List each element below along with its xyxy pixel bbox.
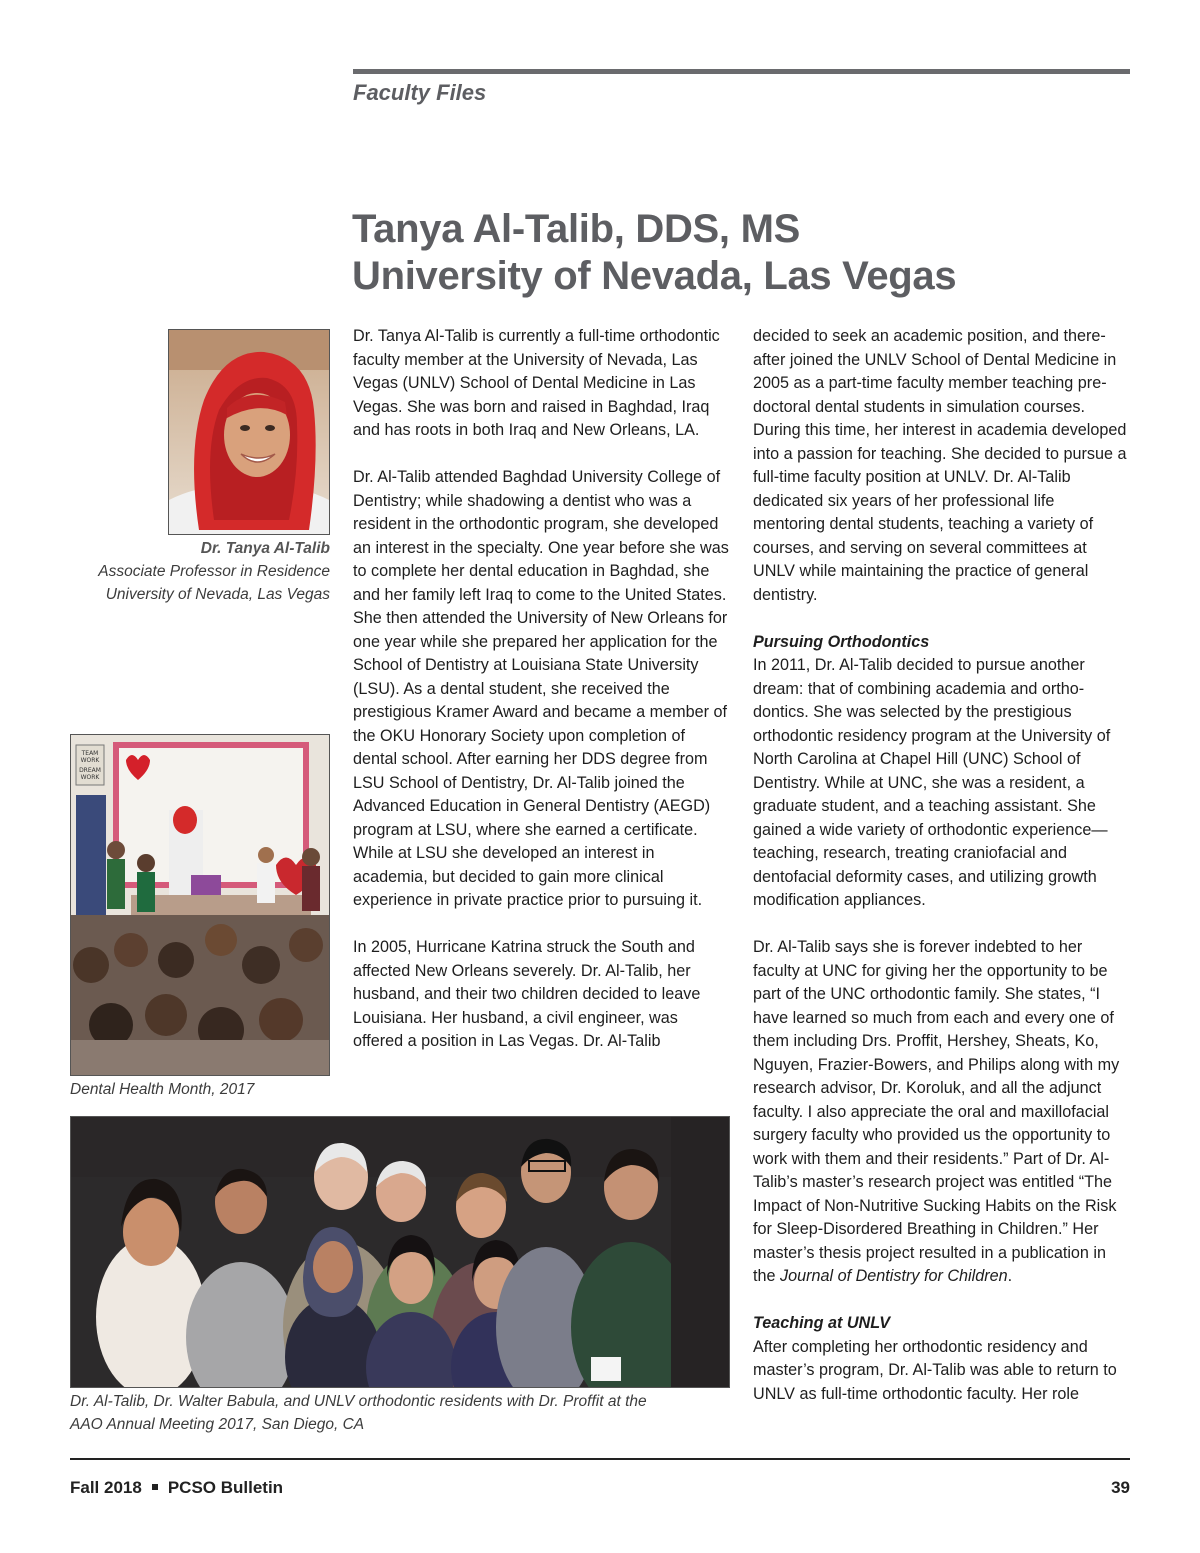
group-caption-line2: AAO Annual Meeting 2017, San Diego, CA xyxy=(70,1416,365,1433)
body-column-1 xyxy=(353,325,729,1077)
journal-title: Journal of Dentistry for Children xyxy=(780,1267,1008,1285)
page-number: 39 xyxy=(1111,1478,1130,1497)
poster-line-3: DREAM xyxy=(79,767,101,774)
poster-line-4: WORK xyxy=(80,774,100,781)
footer-issue xyxy=(70,1478,283,1498)
col2-paragraph-3 xyxy=(753,936,1130,1289)
portrait-photo xyxy=(168,329,330,535)
col2-paragraph-3-text: Dr. Al-Talib says she is forever indebted to her faculty at UNC for giving her the opportunity to be part of the UNC orthodontic family. She states, “I have learned so much from each and every one of them including Drs. Proffit, Hershey, Sheats, Ko, Nguyen, Frazier-Bowers, and Philips along with my research advisor, Dr. Koroluk, and all the adjunct faculty. I also appreciate the oral and maxillofacial surgery faculty who provided us the opportunity to work with them and their residents.” Part of Dr. Al-Talib’s master’s research project was entitled “The Impact of Non-Nutritive Sucking Habits on the Risk for Sleep-Disordered Breathing in Children.” Her master’s thesis project resulted in a publication in the xyxy=(753,938,1120,1285)
article-title xyxy=(352,206,956,300)
bullet-separator xyxy=(152,1484,158,1490)
classroom-caption: Dental Health Month, 2017 xyxy=(70,1081,255,1098)
classroom-photo xyxy=(70,734,330,1076)
footer-issue-date: Fall 2018 xyxy=(70,1478,142,1497)
subheading-pursuing-orthodontics: Pursuing Orthodontics xyxy=(753,632,930,651)
col1-paragraph-2: Dr. Al-Talib attended Baghdad University College of Dentistry; while shadowing a dentist who was a resident in the orthodontic program, she developed an interest in the specialty. One year before she was to complete her dental education in Baghdad, she and her family left Iraq to come to the United States. She then attended the University of New Orleans for one year while she prepared her application for the School of Dentistry at Louisiana State University (LSU). As a dental student, she received the prestigious Kramer Award and became a member of the OKU Honorary Society upon completion of dental school. After earning her DDS degree from LSU School of Dentistry, Dr. Al-Talib joined the Advanced Education in General Dentistry (AEGD) program at LSU, where she earned a certificate. While at LSU she developed an interest in academia, but decided to gain more clinical experience in private practice prior to pursuing it. xyxy=(353,468,729,909)
col1-paragraph-3: In 2005, Hurricane Katrina struck the South and affected New Orleans severely. Dr. Al-Talib, her husband, and their two children decided to leave Louisiana. Her husband, a civil engineer, was offered a position in Las Vegas. Dr. Al-Talib xyxy=(353,938,701,1050)
body-column-2 xyxy=(753,325,1130,1430)
col2-paragraph-4: After completing her orthodontic residency and master’s program, Dr. Al-Talib was able to return to UNLV as full-time orthodontic faculty. Her role xyxy=(753,1337,1117,1403)
poster-line-2: WORK xyxy=(80,757,100,764)
col2-paragraph-1: decided to seek an academic position, and thereafter joined the UNLV School of Dental Medicine in 2005 as a part-time faculty member teaching pre-doctoral dental students in simulation courses. During this time, her interest in academia developed into a passion for teaching. She decided to pursue a full-time faculty position at UNLV. Dr. Al-Talib dedicated six years of her professional life mentoring dental students, teaching a variety of courses, and serving on several committees at UNLV while maintaining the practice of general dentistry. xyxy=(753,327,1127,604)
footer-rule xyxy=(70,1458,1130,1460)
portrait-caption-role: Associate Professor in Residence xyxy=(98,563,330,580)
portrait-caption-name: Dr. Tanya Al-Talib xyxy=(200,540,330,557)
portrait-caption-org: University of Nevada, Las Vegas xyxy=(105,586,330,603)
poster-line-1: TEAM xyxy=(81,750,99,757)
portrait-caption xyxy=(30,537,330,606)
group-photo xyxy=(70,1116,730,1388)
group-caption xyxy=(70,1390,750,1436)
section-label: Faculty Files xyxy=(353,80,487,105)
col2-paragraph-3-end: . xyxy=(1007,1267,1013,1285)
group-caption-line1: Dr. Al-Talib, Dr. Walter Babula, and UNLV orthodontic residents with Dr. Proffit at the xyxy=(70,1393,647,1410)
subheading-teaching-unlv: Teaching at UNLV xyxy=(753,1314,891,1332)
footer-publication: PCSO Bulletin xyxy=(167,1478,284,1497)
col2-paragraph-2: In 2011, Dr. Al-Talib decided to pursue another dream: that of combining academia and orthodontics. She was selected by the prestigious orthodontic residency program at the University of North Carolina at Chapel Hill (UNC) School of Dentistry. While at UNC, she was a resident, a graduate student, and a teaching assistant. She gained a wide variety of orthodontic experience—teaching, research, treating craniofacial and dentofacial deformity cases, and utilizing growth modification appliances. xyxy=(753,656,1111,909)
top-rule xyxy=(353,69,1130,74)
title-name: Tanya Al-Talib, DDS, MS xyxy=(352,207,800,251)
col1-paragraph-1: Dr. Tanya Al-Talib is currently a full-time orthodontic faculty member at the University of Nevada, Las Vegas (UNLV) School of Dental Medicine in Las Vegas. She was born and raised in Baghdad, Iraq and has roots in both Iraq and New Orleans, LA. xyxy=(353,327,720,439)
title-institution: University of Nevada, Las Vegas xyxy=(352,254,957,298)
